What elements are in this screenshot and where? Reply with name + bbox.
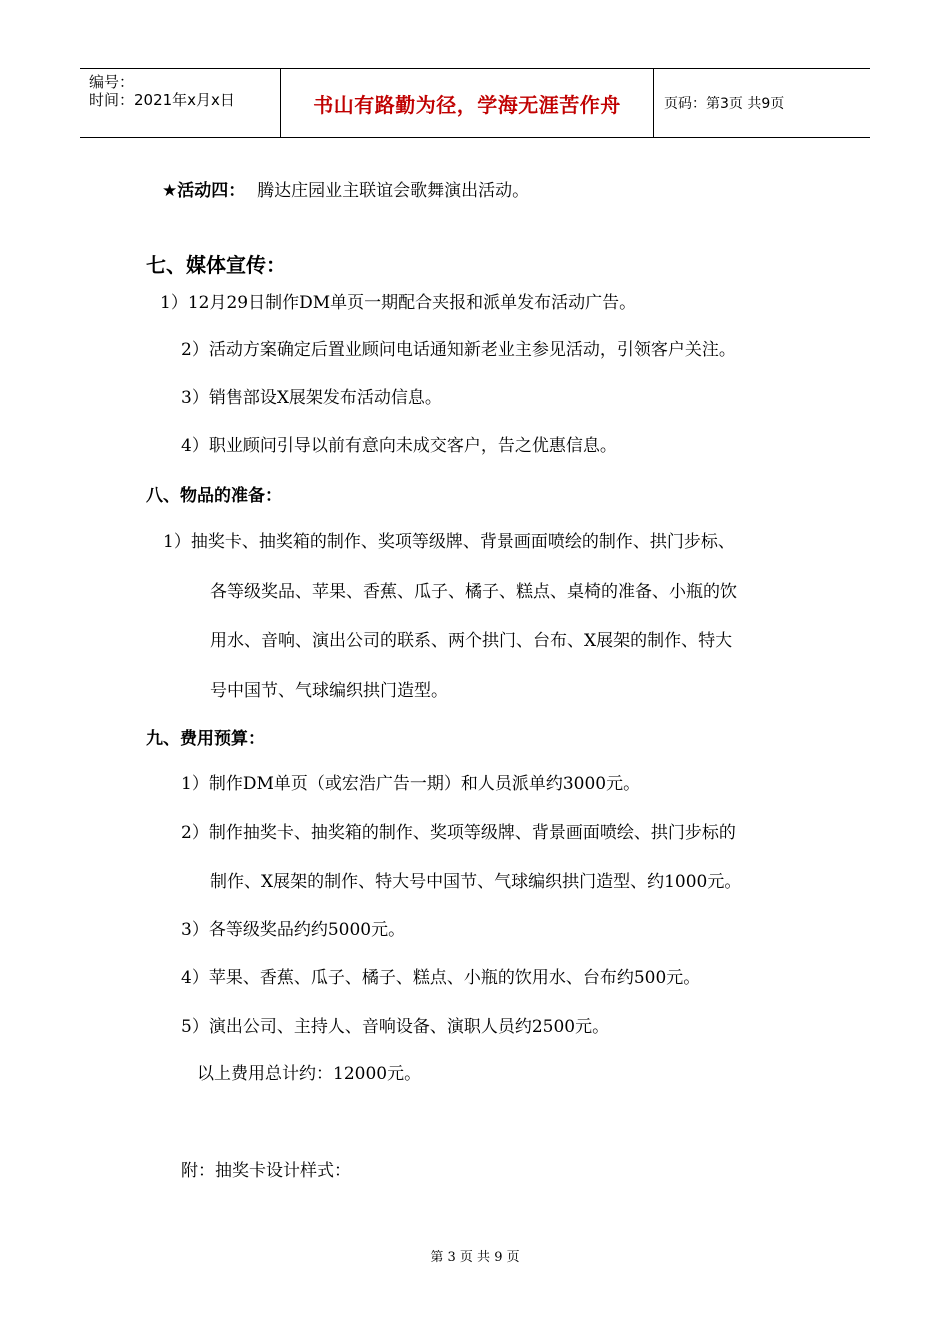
s8-line-3: 用水、音响、演出公司的联系、两个拱门、台布、X展架的制作、特大: [210, 631, 733, 651]
section8-title: 八、物品的准备：: [146, 486, 282, 506]
activity4-heading: [162, 176, 529, 201]
s7-item-4: 4）职业顾问引导以前有意向未成交客户，告之优惠信息。: [181, 436, 617, 456]
page-header: [80, 68, 870, 138]
header-meta-cell: [80, 69, 281, 137]
s9-item-4: 4）苹果、香蕉、瓜子、橘子、糕点、小瓶的饮用水、台布约500元。: [181, 968, 701, 988]
section7-title: 七、媒体宣传：: [146, 253, 286, 277]
activity4-label: ★活动四: [162, 181, 229, 201]
s8-line-2: 各等级奖品、苹果、香蕉、瓜子、橘子、糕点、桌椅的准备、小瓶的饮: [210, 582, 737, 602]
s8-line-1: 1）抽奖卡、抽奖箱的制作、奖项等级牌、背景画面喷绘的制作、拱门步标、: [163, 532, 735, 552]
header-page-info: 页码：第3页 共9页: [664, 96, 785, 112]
s8-line-4: 号中国节、气球编织拱门造型。: [210, 681, 448, 701]
budget-total: 以上费用总计约：12000元。: [197, 1064, 422, 1084]
s9-item-3: 3）各等级奖品约约5000元。: [181, 920, 406, 940]
activity4-colon: ：: [228, 181, 246, 201]
section9-title: 九、费用预算：: [146, 729, 265, 749]
page-footer: 第 3 页 共 9 页: [430, 1250, 520, 1265]
document-time-label: 时间：2021年x月x日: [89, 91, 235, 109]
appendix-note: 附：抽奖卡设计样式：: [181, 1161, 351, 1181]
document-number-label: 编号：: [89, 73, 135, 91]
s7-item-3: 3）销售部设X展架发布活动信息。: [181, 388, 442, 408]
s9-item-5: 5）演出公司、主持人、音响设备、演职人员约2500元。: [181, 1017, 610, 1037]
s7-item-2: 2）活动方案确定后置业顾问电话通知新老业主参见活动，引领客户关注。: [181, 340, 736, 360]
s9-item-1: 1）制作DM单页（或宏浩广告一期）和人员派单约3000元。: [181, 774, 641, 794]
header-motto: 书山有路勤为径，学海无涯苦作舟: [281, 69, 654, 137]
s7-item-1: 1）12月29日制作DM单页一期配合夹报和派单发布活动广告。: [160, 293, 637, 313]
s9-item-2-continued: 制作、X展架的制作、特大号中国节、气球编织拱门造型、约1000元。: [210, 872, 742, 892]
s9-item-2: 2）制作抽奖卡、抽奖箱的制作、奖项等级牌、背景画面喷绘、拱门步标的: [181, 823, 736, 843]
activity4-text: 腾达庄园业主联谊会歌舞演出活动。: [257, 181, 530, 201]
